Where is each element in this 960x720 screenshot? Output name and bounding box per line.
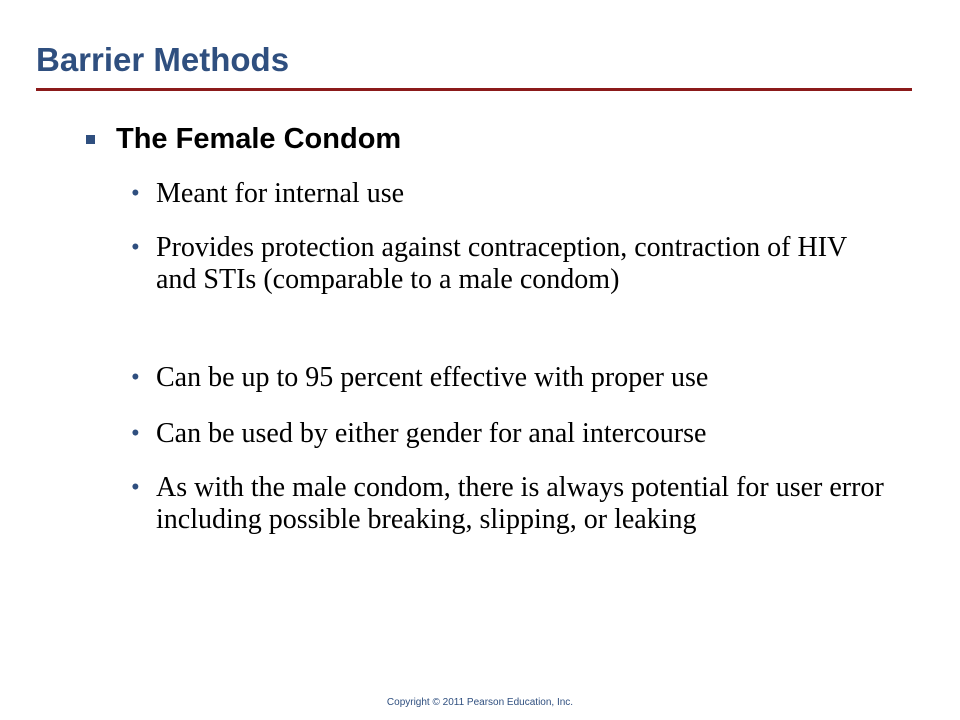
sub-bullet-item <box>131 362 891 394</box>
title-divider <box>36 88 912 91</box>
dot-bullet-icon: • <box>131 180 140 207</box>
dot-bullet-icon: • <box>131 420 140 447</box>
dot-bullet-icon: • <box>131 364 140 391</box>
main-bullet-item <box>86 120 401 158</box>
sub-bullet-text: Can be used by either gender for anal intercourse <box>156 418 707 449</box>
copyright-footer: Copyright © 2011 Pearson Education, Inc. <box>386 697 574 708</box>
sub-bullet-text: Meant for internal use <box>156 178 405 209</box>
dot-bullet-icon: • <box>131 474 140 501</box>
slide-title: Barrier Methods <box>36 41 290 78</box>
sub-bullet-text: Can be up to 95 percent effective with proper use <box>156 362 709 393</box>
sub-bullet-item <box>131 178 891 210</box>
sub-bullet-text: As with the male condom, there is always potential for user error including possible breaking, slipping, or leaking <box>156 472 884 535</box>
sub-bullet-item <box>131 472 891 536</box>
main-bullet-text: The Female Condom <box>116 123 402 155</box>
sub-bullet-text: Provides protection against contraception, contraction of HIV and STIs (comparable to a male condom) <box>156 232 847 295</box>
sub-bullet-item <box>131 418 891 450</box>
dot-bullet-icon: • <box>131 234 140 261</box>
square-bullet-icon <box>86 135 95 144</box>
sub-bullet-item <box>131 232 891 296</box>
